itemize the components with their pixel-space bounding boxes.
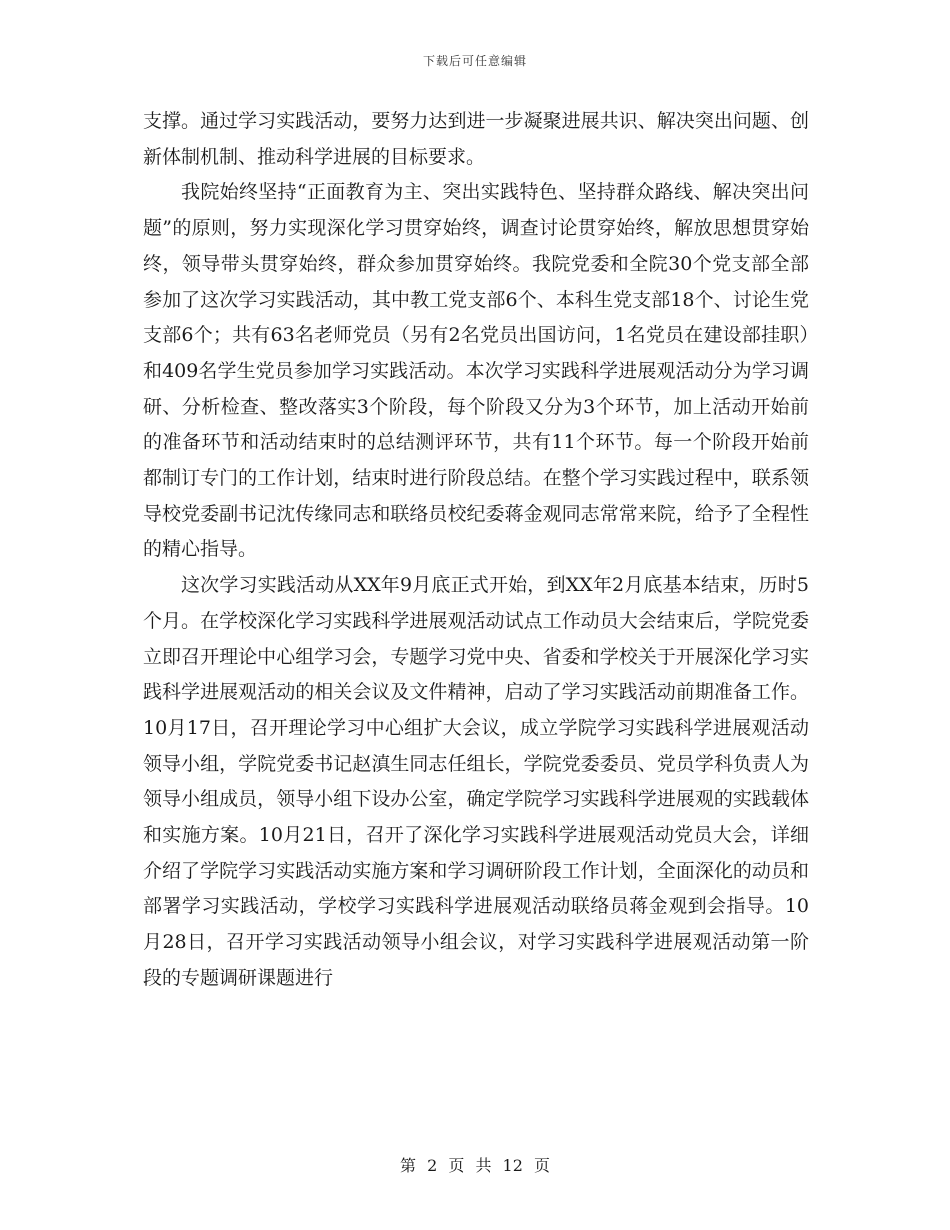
paragraph-continuation: 支撑。通过学习实践活动，要努力达到进一步凝聚进展共识、解决突出问题、创新体制机制、推动科学进展的目标要求。 [143,110,809,168]
page-number-footer: 第 2 页 共 12 页 [400,1156,550,1175]
page-header: 下载后可任意编辑 [422,54,527,68]
paragraph-principles: 我院始终坚持“正面教育为主、突出实践特色、坚持群众路线、解决突出问题”的原则，努力实现深化学习贯穿始终，调查讨论贯穿始终，解放思想贯穿始终，领导带头贯穿始终，群众参加贯穿始终。我院党委和全院30个党支部全部参加了这次学习实践活动，其中教工党支部6个、本科生党支部18个、讨论生党支部6个；共有63名老师党员（另有2名党员出国访问，1名党员在建设部挂职）和409名学生党员参加学习实践活动。本次学习实践科学进展观活动分为学习调研、分析检查、整改落实3个阶段，每个阶段又分为3个环节，加上活动开始前的准备环节和活动结束时的总结测评环节，共有11个环节。每一个阶段开始前都制订专门的工作计划，结束时进行阶段总结。在整个学习实践过程中，联系领导校党委副书记沈传缘同志和联络员校纪委蒋金观同志常常来院，给予了全程性的精心指导。 [143,181,809,561]
document-body [143,104,809,997]
paragraph-timeline: 这次学习实践活动从XX年9月底正式开始，到XX年2月底基本结束，历时5个月。在学校深化学习实践科学进展观活动试点工作动员大会结束后，学院党委立即召开理论中心组学习会，专题学习党中央、省委和学校关于开展深化学习实践科学进展观活动的相关会议及文件精神，启动了学习实践活动前期准备工作。10月17日，召开理论学习中心组扩大会议，成立学院学习实践科学进展观活动领导小组，学院党委书记赵滇生同志任组长，学院党委委员、党员学科负责人为领导小组成员，领导小组下设办公室，确定学院学习实践科学进展观的实践载体和实施方案。10月21日，召开了深化学习实践科学进展观活动党员大会，详细介绍了学院学习实践活动实施方案和学习调研阶段工作计划，全面深化的动员和部署学习实践活动，学校学习实践科学进展观活动联络员蒋金观到会指导。10月28日，召开学习实践活动领导小组会议，对学习实践科学进展观活动第一阶段的专题调研课题进行 [143,574,809,989]
